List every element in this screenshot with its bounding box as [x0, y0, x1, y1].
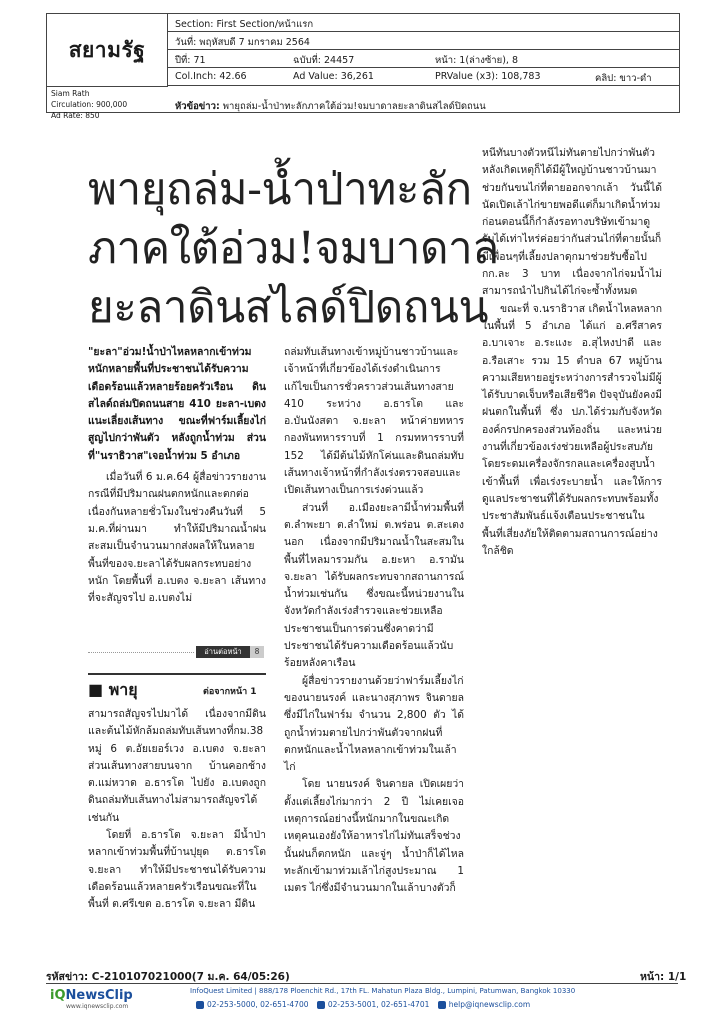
brand-name [50, 988, 133, 1003]
news-id: รหัสข่าว: C-210107021000(7 ม.ค. 64/05:26) [46, 971, 290, 983]
body-paragraph: เมื่อวันที่ 6 ม.ค.64 ผู้สื่อข่าวรายงานกรณีที่มีปริมาณฝนตกหนักและตกต่อเนื่องกันหลายชั่วโมงในช่วงคืนวันที่ 5 ม.ค.ที่ผ่านมา ทำให้มีปริมาณน้ำฝนสะสมเป็นจำนวนมากส่งผลให้ในหลายพื้นที่ของจ.ยะลาได้รับผลกระทบอย่างหนัก โดยพื้นที่ อ.เบตง จ.ยะลา เส้นทางที่จะสัญจรไป อ.เบตงไม่ [88, 471, 266, 605]
heading-field [175, 99, 486, 114]
row-divider [167, 31, 679, 32]
fax-number: 02-253-5001, 02-651-4701 [327, 1000, 430, 1009]
brand-url: www.iqnewsclip.com [66, 1003, 129, 1010]
body-paragraph: ถล่มทับเส้นทางเข้าหมู่บ้านชาวบ้านและเจ้าหน้าที่เกี่ยวข้องได้เร่งดำเนินการแก้ไขเป็นการชั่วคราวส่วนเส้นทางสาย 410 ระหว่าง อ.ธารโต และ อ.บันนังสตา จ.ยะลา หน้าค่ายทหารกองพันทหารราบที่ 1 กรมทหารราบที่ 152 ได้มีต้นไม้หักโค่นและดินถล่มทับเส้นทางเจ้าหน้าที่กำลังเร่งตรวจสอบและเปิดเส้นทางเป็นการเร่งด่วนแล้ว [284, 346, 464, 497]
column-1-top [88, 344, 266, 607]
column-3 [482, 145, 662, 560]
issue-field: ฉบับที่: 24457 [293, 55, 355, 66]
row-divider [167, 49, 679, 50]
brand-name-suffix: NewsClip [65, 988, 133, 1003]
publication-info [51, 88, 127, 121]
page-count: หน้า: 1/1 [640, 971, 687, 983]
email-address[interactable]: help@iqnewsclip.com [448, 1000, 531, 1009]
publication-logo: สยามรัฐ [68, 37, 146, 62]
body-paragraph: ส่วนที่ อ.เมืองยะลามีน้ำท่วมพื้นที่ ต.ลำพะยา ต.ลำใหม่ ต.พร่อน ต.สะเตงนอก เนื่องจากมีปริมาณน้ำในสะสมในพื้นที่ไหลมารวมกัน อ.ยะหา อ.รามัน จ.ยะลา ได้รับผลกระทบจากสถานการณ์น้ำท่วมเช่นกัน ซึ่งขณะนี้หน่วยงานในจังหวัดกำลังเร่งสำรวจและช่วยเหลือประชาชนเป็นการด่วนซึ่งคาดว่ามีประชาชนได้รับความเดือดร้อนแล้วนับร้อยหลังคาเรือน [284, 501, 464, 670]
heading-label: หัวข้อข่าว: [175, 101, 220, 112]
body-paragraph: ผู้สื่อข่าวรายงานด้วยว่าฟาร์มเลี้ยงไก่ของนายนรงค์ และนางสุภาพร จินดายล ซึ่งมีไก่ในฟาร์ม จำนวน 2,800 ตัว ได้ถูกน้ำท่วมตายไปกว่าพันตัวจากฝนที่ตกหนักและน้ำไหลหลากเข้าท่วมในเล้าไก่ [284, 674, 464, 774]
circulation: Circulation: 900,000 [51, 100, 128, 109]
iqnewsclip-logo [50, 988, 133, 1010]
phone-number: 02-253-5000, 02-651-4700 [207, 1000, 309, 1009]
company-address: InfoQuest Limited | 888/178 Ploenchit Rd., 17th FL. Mahatun Plaza Bldg., Lumpini, Patumwan, Bangkok 10330 [190, 987, 576, 995]
body-paragraph: โดยที่ อ.ธารโต จ.ยะลา มีน้ำป่าหลากเข้าท่วมพื้นที่บ้านปุยุด ต.ธารโต จ.ยะลา ทำให้มีประชาชนได้รับความเดือดร้อนแล้วหลายครัวเรือนขณะที่ในพื้นที่ ต.ศรีเขต อ.ธารโต จ.ยะลา มีดิน [88, 829, 266, 911]
page-field: หน้า: 1(ล่างซ้าย), 8 [435, 55, 518, 66]
article-headline [88, 160, 499, 337]
body-paragraph: โดย นายนรงค์ จินดายล เปิดเผยว่า ตั้งแต่เลี้ยงไก่มากว่า 2 ปี ไม่เคยเจอเหตุการณ์อย่างนี้หนักมากในขณะเกิดเหตุคนเองยังให้อาหารไก่ไม่ทันเสร็จช่วงนั้นฝนก็ตกหนัก และจู่ๆ น้ำป่าก็ได้ไหลทะลักเข้ามาท่วมเล้าไก่สูงประมาณ 1 เมตร ไก่ซึ่งมีจำนวนมากในเล้าบางตัวก็ [284, 778, 464, 895]
clip-header [46, 13, 680, 120]
headline-line-3: ยะลาดินสไลด์ปิดถนน [88, 282, 489, 333]
column-1-bottom [88, 706, 266, 914]
brand-name-prefix: iQ [50, 988, 66, 1003]
headline-line-1: พายุถล่ม-น้ำป่าทะลัก [88, 164, 472, 215]
continued-section-title: ■ พายุ [88, 680, 138, 699]
phone-icon [196, 1001, 204, 1009]
col-inch-field: Col.Inch: 42.66 [175, 71, 247, 82]
section-field: Section: First Section/หน้าแรก [175, 19, 314, 30]
ad-value-field: Ad Value: 36,261 [293, 71, 374, 82]
section-divider [88, 673, 266, 675]
contact-line [190, 1000, 530, 1009]
email-icon [438, 1001, 446, 1009]
column-2 [284, 344, 464, 898]
row-divider [167, 67, 679, 68]
ad-rate: Ad Rate: 850 [51, 111, 100, 120]
continue-reference [196, 646, 264, 658]
continue-label: อ่านต่อหน้า [196, 646, 250, 658]
year-field: ปีที่: 71 [175, 55, 206, 66]
publisher-name: Siam Rath [51, 89, 90, 98]
logo-cell [47, 14, 168, 87]
pr-value-field: PRValue (x3): 108,783 [435, 71, 541, 82]
headline-line-2: ภาคใต้อ่วม!จมบาดาล [88, 223, 499, 274]
heading-text: พายุถล่ม-น้ำป่าทะลักภาคใต้อ่วม!จมบาดาลยะลาดินสไลด์ปิดถนน [222, 101, 486, 112]
lead-paragraph: "ยะลา"อ่วม!น้ำป่าไหลหลากเข้าท่วมหนักหลายพื้นที่ประชาชนได้รับความเดือดร้อนแล้วหลายร้อยครัวเรือน ดินสไลด์ถล่มปิดถนนสาย 410 ยะลา-เบตง แนะเลี่ยงเส้นทาง ขณะที่ฟาร์มเลี้ยงไก่สูญไปกว่าพันตัว หลังถูกน้ำท่วม ส่วนที่"นราธิวาส"เจอน้ำท่วม 5 อำเภอ [88, 346, 266, 462]
row-divider [167, 85, 679, 86]
body-paragraph: หนีทันบางตัวหนีไม่ทันตายไปกว่าพันตัวหลังเกิดเหตุก็ได้มีผู้ใหญ่บ้านชาวบ้านมาช่วยกันขนไก่ที่ตายออกจากเล้า วันนี้ได้นัดเปิดเล้าไก่ขายพอดีแต่ก็มาเกิดน้ำท่วมก่อนตอนนี้ก็กำลังรอทางบริษัทเข้ามาดูรับได้เท่าไหร่ค่อยว่ากันส่วนไก่ที่ตายนั้นก็มีเพื่อนๆที่เลี้ยงปลาดุกมาช่วยรับซื้อไปกก.ละ 3 บาท เนื่องจากไก่จมน้ำไม่สามารถนำไปกินได้ไก่จะซ้ำทั้งหมด [482, 147, 662, 298]
body-paragraph: ขณะที่ จ.นราธิวาส เกิดน้ำไหลหลากในพื้นที่ 5 อำเภอ ได้แก่ อ.ศรีสาคร อ.บาเจาะ อ.ระแงะ อ.สุไหงปาดี และ อ.รือเสาะ รวม 15 ตำบล 67 หมู่บ้าน ความเสียหายอยู่ระหว่างการสำรวจไม่มีผู้ได้รับบาดเจ็บหรือเสียชีวิต ปัจจุบันยังคงมีฝนตกในพื้นที่ ซึ่ง ปภ.ได้ร่วมกับจังหวัดองค์กรปกครองส่วนท้องถิ่น และหน่วยงานที่เกี่ยวข้องเร่งช่วยเหลือผู้ประสบภัยโดยระดมเครื่องจักรกลและเครื่องสูบน้ำเข้าพื้นที่ เพื่อเร่งระบายน้ำ และให้การดูแลประชาชนที่ได้รับผลกระทบพร้อมทั้งประชาสัมพันธ์แจ้งเตือนประชาชนในพื้นที่เสี่ยงภัยให้ติดตามสถานการณ์อย่างใกล้ชิด [482, 302, 662, 557]
clip-type-field: คลิป: ขาว-ดำ [595, 73, 652, 84]
continue-page: 8 [250, 646, 264, 658]
footer-divider [46, 983, 678, 984]
date-field: วันที่: พฤหัสบดี 7 มกราคม 2564 [175, 37, 310, 48]
fax-icon [317, 1001, 325, 1009]
body-paragraph: สามารถสัญจรไปมาได้ เนื่องจากมีดินและต้นไม้หักล้มถล่มทับเส้นทางที่กม.38 หมู่ 6 ต.อัยเยอร์เวง อ.เบตง จ.ยะลา ส่วนเส้นทางสายบนจาก บ้านคอกช้าง ต.แม่หวาด อ.ธารโต ไปยัง อ.เบตงถูกดินถล่มทับเส้นทางไม่สามารถสัญจรได้เช่นกัน [88, 708, 266, 824]
continue-rule [88, 652, 194, 653]
continued-from-label: ต่อจากหน้า 1 [203, 687, 257, 697]
